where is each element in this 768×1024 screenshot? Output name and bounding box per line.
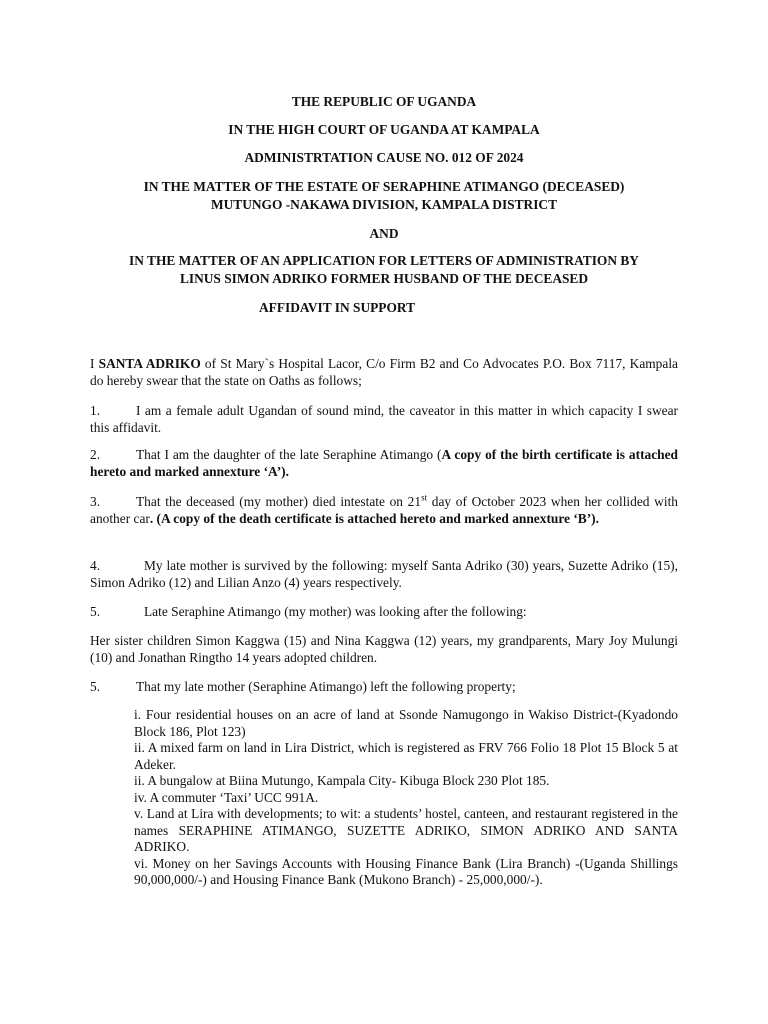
paragraph-2 (90, 447, 678, 480)
deponent-name: SANTA ADRIKO (98, 356, 201, 371)
heading-matter-application-line1: IN THE MATTER OF AN APPLICATION FOR LETTERS OF ADMINISTRATION BY (129, 253, 639, 268)
annexture-b-reference: . (A copy of the death certificate is attached hereto and marked annexture ‘B’). (149, 510, 599, 526)
heading-matter-application-line2: LINUS SIMON ADRIKO FORMER HUSBAND OF THE DECEASED (179, 271, 589, 286)
property-item: v. Land at Lira with developments; to wit: a students’ hostel, canteen, and restaurant registered in the names SERAPHINE ATIMANGO, SUZETTE ADRIKO, SIMON ADRIKO AND SANTA ADRIKO. (134, 806, 678, 854)
paragraph-number: 1. (90, 403, 101, 418)
property-item: ii. A mixed farm on land in Lira District, which is registered as FRV 766 Folio 18 Plot 15 Block 5 at Adeker. (134, 740, 678, 772)
annexture-a-reference: A copy of the birth certificate is attached hereto and marked annexture ‘A’). (90, 447, 679, 479)
paragraph-number: 4. (90, 558, 101, 573)
paragraph-5-property (90, 679, 678, 696)
paragraph-4 (90, 558, 678, 591)
paragraph-text: My late mother is survived by the following: myself Santa Adriko (30) years, Suzette Adriko (15), Simon Adriko (12) and Lilian Anzo (4) years respectively. (90, 558, 678, 590)
property-item: vi. Money on her Savings Accounts with Housing Finance Bank (Lira Branch) -(Uganda Shillings 90,000,000/-) and Housing Finance Bank (Mukono Branch) - 25,000,000/-). (134, 855, 678, 887)
paragraph-5 (90, 604, 678, 621)
paragraph-text: I am a female adult Ugandan of sound mind, the caveator in this matter in which capacity I swear this affidavit. (90, 403, 678, 435)
property-item: i. Four residential houses on an acre of land at Ssonde Namugongo in Wakiso District-(Kyadondo Block 186, Plot 123) (134, 707, 678, 739)
paragraph-text: That I am the daughter of the late Seraphine Atimango ( (136, 447, 442, 462)
paragraph-text: Her sister children Simon Kaggwa (15) and Nina Kaggwa (12) years, my grandparents, Mary Joy Mulungi (10) and Jonathan Ringtho 14 years adopted children. (90, 633, 678, 665)
paragraph-text: Late Seraphine Atimango (my mother) was looking after the following: (144, 604, 527, 619)
heading-republic: THE REPUBLIC OF UGANDA (291, 94, 477, 109)
paragraph-number: 5. (90, 679, 101, 694)
property-item: iv. A commuter ‘Taxi’ UCC 991A. (134, 789, 319, 805)
heading-cause-number: ADMINISTRTATION CAUSE NO. 012 OF 2024 (244, 150, 524, 165)
intro-text: of St Mary`s Hospital Lacor, C/o Firm B2 and Co Advocates P.O. Box 7117, Kampala do hereby swear that the state on Oaths as follows; (90, 356, 678, 388)
ordinal-suffix: st (421, 492, 428, 503)
paragraph-number: 3. (90, 494, 101, 509)
heading-matter-estate-line2: MUTUNGO -NAKAWA DIVISION, KAMPALA DISTRICT (210, 197, 558, 212)
heading-court: IN THE HIGH COURT OF UGANDA AT KAMPALA (228, 122, 540, 137)
intro-paragraph (90, 356, 678, 389)
paragraph-3 (90, 494, 678, 527)
paragraph-text: That the deceased (my mother) died intestate on 21 (136, 494, 422, 509)
property-list (134, 707, 678, 889)
dependants-paragraph (90, 633, 678, 666)
paragraph-text: That my late mother (Seraphine Atimango) left the following property; (136, 679, 516, 694)
paragraph-text-continued: day of October 2023 when her collided with another car (90, 494, 678, 526)
property-item: ii. A bungalow at Biina Mutungo, Kampala City- Kibuga Block 230 Plot 185. (134, 773, 550, 788)
paragraph-1 (90, 403, 678, 436)
heading-and: AND (369, 226, 399, 241)
intro-prefix: I (90, 356, 99, 371)
affidavit-title: AFFIDAVIT IN SUPPORT (259, 300, 416, 315)
paragraph-number: 2. (90, 447, 101, 462)
heading-matter-estate-line1: IN THE MATTER OF THE ESTATE OF SERAPHINE ATIMANGO (DECEASED) (143, 179, 625, 194)
paragraph-number: 5. (90, 604, 101, 619)
